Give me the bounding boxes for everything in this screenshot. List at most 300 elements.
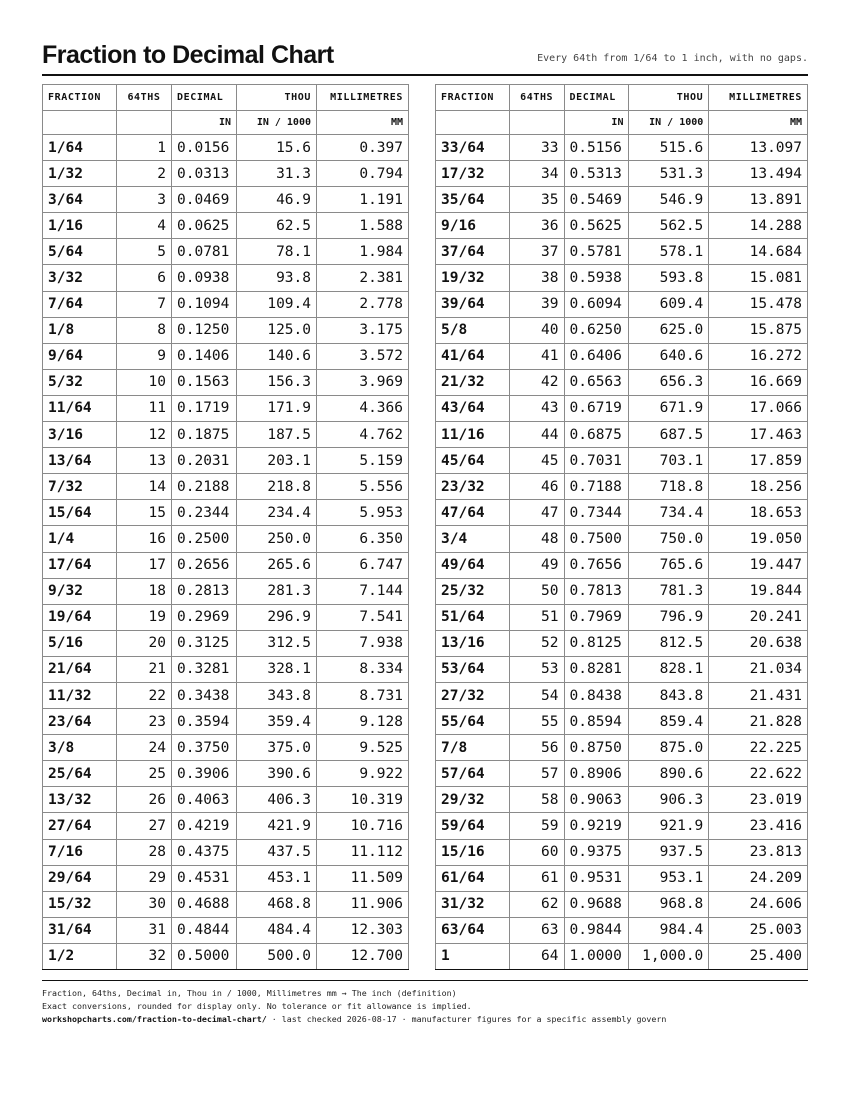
cell-decimal: 0.2031 [172,448,237,474]
table-row [43,578,409,604]
cell-millimetres: 23.019 [709,787,808,813]
cell-millimetres: 23.813 [709,839,808,865]
cell-thou: 640.6 [629,343,709,369]
cell-fraction: 29/32 [436,787,510,813]
cell-fraction: 43/64 [436,395,510,421]
cell-millimetres: 8.731 [317,682,409,708]
cell-thou: 156.3 [237,369,317,395]
cell-thou: 234.4 [237,500,317,526]
cell-thou: 953.1 [629,865,709,891]
cell-fraction: 55/64 [436,709,510,735]
cell-decimal: 0.0313 [172,161,237,187]
cell-thou: 781.3 [629,578,709,604]
col-header-millimetres: MILLIMETRES [709,85,808,111]
table-row [43,709,409,735]
cell-fraction: 13/16 [436,630,510,656]
table-row [436,369,808,395]
cell-fraction: 31/32 [436,891,510,917]
cell-decimal: 0.6250 [564,317,629,343]
cell-decimal: 0.3594 [172,709,237,735]
cell-64ths: 17 [117,552,172,578]
table-row [436,343,808,369]
table-row [43,500,409,526]
cell-millimetres: 2.778 [317,291,409,317]
table-row [436,422,808,448]
cell-64ths: 30 [117,891,172,917]
cell-decimal: 0.5313 [564,161,629,187]
table-row [436,891,808,917]
cell-fraction: 35/64 [436,187,510,213]
cell-millimetres: 21.828 [709,709,808,735]
cell-millimetres: 15.081 [709,265,808,291]
cell-fraction: 11/64 [43,395,117,421]
cell-64ths: 31 [117,917,172,943]
cell-decimal: 0.7031 [564,448,629,474]
cell-thou: 515.6 [629,135,709,161]
cell-decimal: 0.0156 [172,135,237,161]
table-row [436,239,808,265]
cell-thou: 109.4 [237,291,317,317]
cell-decimal: 0.6719 [564,395,629,421]
cell-thou: 843.8 [629,682,709,708]
cell-fraction: 11/32 [43,682,117,708]
cell-decimal: 0.8438 [564,682,629,708]
cell-millimetres: 10.716 [317,813,409,839]
cell-decimal: 0.0469 [172,187,237,213]
cell-fraction: 13/32 [43,787,117,813]
table-row [436,630,808,656]
cell-fraction: 39/64 [436,291,510,317]
table-row [43,265,409,291]
cell-64ths: 18 [117,578,172,604]
cell-fraction: 57/64 [436,761,510,787]
cell-millimetres: 14.288 [709,213,808,239]
cell-64ths: 43 [509,395,564,421]
footer-note-rounding: Exact conversions, rounded for display only. No tolerance or fit allowance is implied. [42,1001,472,1011]
table-row [43,343,409,369]
table-row [43,448,409,474]
cell-64ths: 16 [117,526,172,552]
cell-64ths: 9 [117,343,172,369]
cell-64ths: 8 [117,317,172,343]
cell-millimetres: 10.319 [317,787,409,813]
cell-64ths: 12 [117,422,172,448]
table-row [436,839,808,865]
table-row [436,395,808,421]
cell-fraction: 1/4 [43,526,117,552]
cell-millimetres: 1.984 [317,239,409,265]
cell-decimal: 0.3281 [172,656,237,682]
table-row [43,682,409,708]
cell-64ths: 46 [509,474,564,500]
cell-64ths: 13 [117,448,172,474]
cell-fraction: 15/16 [436,839,510,865]
cell-64ths: 38 [509,265,564,291]
table-row [43,761,409,787]
cell-decimal: 0.3906 [172,761,237,787]
page-header [42,40,808,76]
cell-fraction: 31/64 [43,917,117,943]
cell-millimetres: 11.906 [317,891,409,917]
cell-thou: 218.8 [237,474,317,500]
cell-fraction: 19/32 [436,265,510,291]
table-row [43,161,409,187]
cell-decimal: 0.1875 [172,422,237,448]
cell-thou: 78.1 [237,239,317,265]
cell-fraction: 13/64 [43,448,117,474]
cell-64ths: 40 [509,317,564,343]
cell-64ths: 15 [117,500,172,526]
cell-fraction: 27/32 [436,682,510,708]
cell-thou: 890.6 [629,761,709,787]
table-body-left [43,135,409,970]
cell-thou: 250.0 [237,526,317,552]
cell-thou: 609.4 [629,291,709,317]
cell-decimal: 0.1719 [172,395,237,421]
cell-fraction: 1/8 [43,317,117,343]
cell-64ths: 6 [117,265,172,291]
cell-thou: 765.6 [629,552,709,578]
cell-thou: 578.1 [629,239,709,265]
table-row [43,369,409,395]
footer-source-line [42,1013,808,1026]
table-row [436,291,808,317]
cell-64ths: 33 [509,135,564,161]
cell-64ths: 25 [117,761,172,787]
cell-fraction: 17/64 [43,552,117,578]
cell-64ths: 3 [117,187,172,213]
cell-fraction: 3/8 [43,735,117,761]
cell-fraction: 21/64 [43,656,117,682]
cell-thou: 625.0 [629,317,709,343]
cell-millimetres: 16.669 [709,369,808,395]
table-row [436,761,808,787]
cell-decimal: 0.9063 [564,787,629,813]
cell-decimal: 0.6875 [564,422,629,448]
table-row [436,604,808,630]
cell-millimetres: 9.525 [317,735,409,761]
cell-fraction: 1 [436,943,510,969]
cell-64ths: 26 [117,787,172,813]
cell-thou: 93.8 [237,265,317,291]
cell-64ths: 37 [509,239,564,265]
cell-millimetres: 19.050 [709,526,808,552]
table-row [43,135,409,161]
cell-fraction: 7/8 [436,735,510,761]
cell-decimal: 0.5469 [564,187,629,213]
table-row [436,213,808,239]
cell-millimetres: 0.397 [317,135,409,161]
cell-64ths: 45 [509,448,564,474]
cell-millimetres: 6.747 [317,552,409,578]
table-row [43,552,409,578]
cell-decimal: 0.6563 [564,369,629,395]
cell-64ths: 51 [509,604,564,630]
cell-millimetres: 14.684 [709,239,808,265]
cell-64ths: 53 [509,656,564,682]
cell-64ths: 39 [509,291,564,317]
cell-thou: 171.9 [237,395,317,421]
cell-millimetres: 0.794 [317,161,409,187]
cell-64ths: 29 [117,865,172,891]
col-header-decimal: DECIMAL [564,85,629,111]
cell-fraction: 51/64 [436,604,510,630]
cell-millimetres: 7.938 [317,630,409,656]
cell-millimetres: 19.844 [709,578,808,604]
cell-decimal: 0.2969 [172,604,237,630]
cell-64ths: 24 [117,735,172,761]
cell-decimal: 0.9688 [564,891,629,917]
cell-thou: 343.8 [237,682,317,708]
cell-thou: 906.3 [629,787,709,813]
cell-decimal: 0.2656 [172,552,237,578]
cell-thou: 1,000.0 [629,943,709,969]
page-title: Fraction to Decimal Chart [42,41,334,69]
unit-header-millimetres: MM [317,111,409,135]
cell-thou: 968.8 [629,891,709,917]
table-row [436,448,808,474]
cell-millimetres: 13.494 [709,161,808,187]
cell-fraction: 11/16 [436,422,510,448]
cell-64ths: 34 [509,161,564,187]
cell-decimal: 0.4375 [172,839,237,865]
cell-decimal: 0.7813 [564,578,629,604]
cell-millimetres: 7.144 [317,578,409,604]
cell-thou: 484.4 [237,917,317,943]
cell-thou: 437.5 [237,839,317,865]
cell-fraction: 45/64 [436,448,510,474]
table-row [43,891,409,917]
cell-64ths: 44 [509,422,564,448]
cell-millimetres: 15.478 [709,291,808,317]
table-row [436,552,808,578]
col-header-thou: THOU [237,85,317,111]
cell-thou: 390.6 [237,761,317,787]
cell-64ths: 61 [509,865,564,891]
cell-64ths: 56 [509,735,564,761]
cell-fraction: 1/2 [43,943,117,969]
cell-millimetres: 16.272 [709,343,808,369]
cell-fraction: 15/32 [43,891,117,917]
cell-decimal: 0.5938 [564,265,629,291]
cell-millimetres: 6.350 [317,526,409,552]
cell-64ths: 1 [117,135,172,161]
table-row [436,161,808,187]
cell-millimetres: 3.572 [317,343,409,369]
table-row [436,813,808,839]
cell-thou: 15.6 [237,135,317,161]
cell-millimetres: 5.953 [317,500,409,526]
unit-header-64ths [117,111,172,135]
cell-thou: 562.5 [629,213,709,239]
cell-64ths: 59 [509,813,564,839]
cell-thou: 421.9 [237,813,317,839]
cell-fraction: 27/64 [43,813,117,839]
cell-fraction: 15/64 [43,500,117,526]
unit-header-fraction [43,111,117,135]
cell-millimetres: 8.334 [317,656,409,682]
cell-fraction: 25/32 [436,578,510,604]
cell-64ths: 58 [509,787,564,813]
cell-thou: 937.5 [629,839,709,865]
cell-64ths: 14 [117,474,172,500]
cell-millimetres: 5.159 [317,448,409,474]
cell-millimetres: 1.191 [317,187,409,213]
cell-thou: 46.9 [237,187,317,213]
table-row [43,239,409,265]
table-row [43,656,409,682]
cell-millimetres: 3.969 [317,369,409,395]
table-row [43,526,409,552]
cell-thou: 140.6 [237,343,317,369]
cell-millimetres: 22.622 [709,761,808,787]
cell-fraction: 23/64 [43,709,117,735]
col-header-64ths: 64THS [509,85,564,111]
cell-decimal: 0.0625 [172,213,237,239]
cell-decimal: 0.7344 [564,500,629,526]
cell-thou: 265.6 [237,552,317,578]
cell-fraction: 7/16 [43,839,117,865]
table-row [43,213,409,239]
cell-millimetres: 13.891 [709,187,808,213]
cell-decimal: 0.7656 [564,552,629,578]
cell-64ths: 28 [117,839,172,865]
table-row [436,187,808,213]
col-header-64ths: 64THS [117,85,172,111]
cell-millimetres: 12.303 [317,917,409,943]
cell-thou: 984.4 [629,917,709,943]
cell-fraction: 5/64 [43,239,117,265]
cell-fraction: 1/32 [43,161,117,187]
cell-thou: 62.5 [237,213,317,239]
cell-thou: 687.5 [629,422,709,448]
unit-header-decimal: IN [172,111,237,135]
cell-decimal: 0.4844 [172,917,237,943]
cell-decimal: 0.1563 [172,369,237,395]
unit-header-thou: IN / 1000 [629,111,709,135]
page-footer [42,980,808,1026]
table-row [436,735,808,761]
cell-64ths: 21 [117,656,172,682]
cell-thou: 375.0 [237,735,317,761]
col-header-fraction: FRACTION [43,85,117,111]
cell-thou: 875.0 [629,735,709,761]
cell-fraction: 3/4 [436,526,510,552]
cell-64ths: 55 [509,709,564,735]
cell-thou: 187.5 [237,422,317,448]
footer-source-link[interactable]: workshopcharts.com/fraction-to-decimal-chart/ [42,1014,267,1024]
table-row [436,265,808,291]
cell-fraction: 5/16 [43,630,117,656]
cell-decimal: 0.1250 [172,317,237,343]
cell-millimetres: 1.588 [317,213,409,239]
cell-fraction: 37/64 [436,239,510,265]
cell-decimal: 0.4688 [172,891,237,917]
cell-millimetres: 25.400 [709,943,808,969]
cell-fraction: 41/64 [436,343,510,369]
cell-millimetres: 17.859 [709,448,808,474]
cell-thou: 125.0 [237,317,317,343]
cell-decimal: 0.2344 [172,500,237,526]
table-row [43,735,409,761]
cell-thou: 703.1 [629,448,709,474]
col-header-fraction: FRACTION [436,85,510,111]
cell-millimetres: 24.209 [709,865,808,891]
cell-decimal: 0.8125 [564,630,629,656]
cell-thou: 406.3 [237,787,317,813]
table-body-right [436,135,808,970]
cell-64ths: 7 [117,291,172,317]
table-row [436,474,808,500]
page-subtitle: Every 64th from 1/64 to 1 inch, with no gaps. [537,53,808,64]
cell-millimetres: 5.556 [317,474,409,500]
cell-decimal: 0.5625 [564,213,629,239]
cell-thou: 859.4 [629,709,709,735]
table-row [43,813,409,839]
cell-decimal: 0.8906 [564,761,629,787]
cell-thou: 546.9 [629,187,709,213]
cell-millimetres: 3.175 [317,317,409,343]
cell-thou: 296.9 [237,604,317,630]
cell-millimetres: 21.431 [709,682,808,708]
cell-fraction: 49/64 [436,552,510,578]
conversion-table-left [42,84,409,970]
cell-decimal: 0.6406 [564,343,629,369]
cell-decimal: 0.6094 [564,291,629,317]
cell-decimal: 0.0938 [172,265,237,291]
table-row [436,578,808,604]
cell-fraction: 25/64 [43,761,117,787]
cell-millimetres: 4.366 [317,395,409,421]
cell-64ths: 5 [117,239,172,265]
cell-64ths: 10 [117,369,172,395]
table-row [436,682,808,708]
cell-thou: 500.0 [237,943,317,969]
cell-decimal: 0.7500 [564,526,629,552]
cell-millimetres: 15.875 [709,317,808,343]
cell-64ths: 49 [509,552,564,578]
cell-millimetres: 25.003 [709,917,808,943]
cell-millimetres: 11.509 [317,865,409,891]
table-row [43,291,409,317]
cell-fraction: 7/64 [43,291,117,317]
cell-64ths: 48 [509,526,564,552]
unit-header-fraction [436,111,510,135]
cell-millimetres: 21.034 [709,656,808,682]
cell-64ths: 22 [117,682,172,708]
cell-fraction: 3/64 [43,187,117,213]
cell-thou: 203.1 [237,448,317,474]
cell-64ths: 32 [117,943,172,969]
table-row [436,135,808,161]
table-row [43,474,409,500]
cell-64ths: 19 [117,604,172,630]
table-row [43,865,409,891]
cell-decimal: 0.3125 [172,630,237,656]
cell-fraction: 59/64 [436,813,510,839]
cell-thou: 531.3 [629,161,709,187]
col-header-decimal: DECIMAL [172,85,237,111]
table-row [43,943,409,969]
cell-64ths: 20 [117,630,172,656]
table-row [436,709,808,735]
table-row [43,317,409,343]
cell-fraction: 19/64 [43,604,117,630]
cell-millimetres: 9.922 [317,761,409,787]
cell-decimal: 0.1406 [172,343,237,369]
cell-thou: 468.8 [237,891,317,917]
table-row [436,917,808,943]
